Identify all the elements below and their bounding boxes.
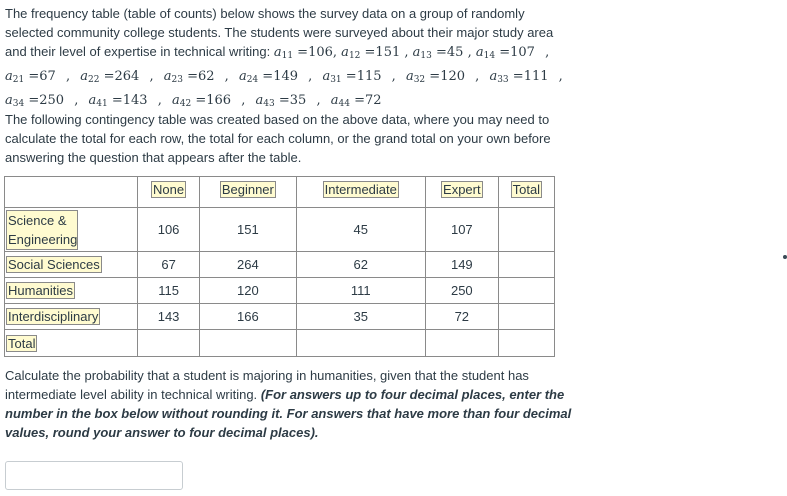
- table-cell: [498, 278, 554, 304]
- contingency-intro: The following contingency table was created based on the above data, where you may need to calculate the total for each row, the total for each column, or the grand total on your own before answering the question that appears after the table.: [5, 112, 551, 165]
- table-cell: 67: [138, 252, 200, 278]
- question-paragraph: [5, 366, 575, 442]
- table-cell: 35: [296, 304, 425, 330]
- table-row: [5, 278, 555, 304]
- table-cell: [200, 330, 296, 357]
- table-cell: 111: [296, 278, 425, 304]
- table-cell: 151: [200, 208, 296, 252]
- question-text: Calculate the probability that a student is majoring in humanities, given that the student has intermediate level ability in technical writing.: [5, 368, 529, 402]
- cell-item: $a_{21} =67$ ,: [5, 69, 71, 85]
- cell-item: $a_{31} =115$ ,: [322, 69, 396, 85]
- cell-item: $a_{13} =45$ ,: [412, 45, 476, 61]
- table-cell: [425, 330, 498, 357]
- table-row: [5, 252, 555, 278]
- cell-item: $a_{24} =149$ ,: [238, 69, 313, 85]
- table-cell: [138, 330, 200, 357]
- cell-item: $a_{41} =143$ ,: [88, 93, 162, 109]
- col-header-total: Total: [498, 177, 554, 208]
- table-cell: [498, 252, 554, 278]
- col-header-intermediate: Intermediate: [296, 177, 425, 208]
- table-row: [5, 208, 555, 252]
- col-header-beginner: Beginner: [200, 177, 296, 208]
- row-label-total: Total: [5, 330, 138, 357]
- row-label-social-sciences: Social Sciences: [5, 252, 138, 278]
- cell-item: $a_{22} =264$ ,: [80, 69, 154, 85]
- table-cell: 264: [200, 252, 296, 278]
- table-header-row: [5, 177, 555, 208]
- table-cell: 107: [425, 208, 498, 252]
- intro-text: The frequency table (table of counts) below shows the survey data on a group of randomly selected community college students. The students were surveyed about their major study area and their level of expertise in technical writing:: [5, 6, 554, 59]
- cell-item: $a_{34} =250$ ,: [5, 93, 79, 109]
- table-cell: 149: [425, 252, 498, 278]
- row-label-science-engineering: Science & Engineering: [5, 208, 138, 252]
- question-instruction: (For answers up to four decimal places, enter the number in the box below without rounding it. For answers that have more than four decimal values, round your answer to four decimal places).: [5, 387, 572, 440]
- table-row: [5, 304, 555, 330]
- cell-item: $a_{11} =106$,: [273, 45, 342, 61]
- table-cell: 166: [200, 304, 296, 330]
- intro-paragraph: [5, 4, 575, 114]
- table-cell: [498, 208, 554, 252]
- table-cell: 250: [425, 278, 498, 304]
- table-cell: 45: [296, 208, 425, 252]
- col-header-expert: Expert: [425, 177, 498, 208]
- cell-item: $a_{14} =107$ ,: [475, 45, 550, 61]
- table-row: [5, 330, 555, 357]
- table-cell: 115: [138, 278, 200, 304]
- cell-item: $a_{23} =62$ ,: [163, 69, 229, 85]
- scroll-indicator-dot: [783, 255, 787, 259]
- answer-input[interactable]: [5, 461, 183, 490]
- cell-item: $a_{42} =166$ ,: [172, 93, 246, 109]
- cell-item: $a_{43} =35$ ,: [255, 93, 321, 109]
- cell-item: $a_{44} =72$: [330, 93, 382, 109]
- cell-item: $a_{32} =120$ ,: [405, 69, 480, 85]
- table-cell: 62: [296, 252, 425, 278]
- table-cell: 143: [138, 304, 200, 330]
- corner-cell: [5, 177, 138, 208]
- table-cell: [296, 330, 425, 357]
- table-cell: [498, 330, 554, 357]
- table-cell: [498, 304, 554, 330]
- cell-item: $a_{12} =151$ ,: [341, 45, 413, 61]
- table-cell: 106: [138, 208, 200, 252]
- cell-item: $a_{33} =111$ ,: [489, 69, 563, 85]
- col-header-none: None: [138, 177, 200, 208]
- table-cell: 120: [200, 278, 296, 304]
- contingency-table: [4, 176, 555, 357]
- row-label-interdisciplinary: Interdisciplinary: [5, 304, 138, 330]
- row-label-humanities: Humanities: [5, 278, 138, 304]
- table-cell: 72: [425, 304, 498, 330]
